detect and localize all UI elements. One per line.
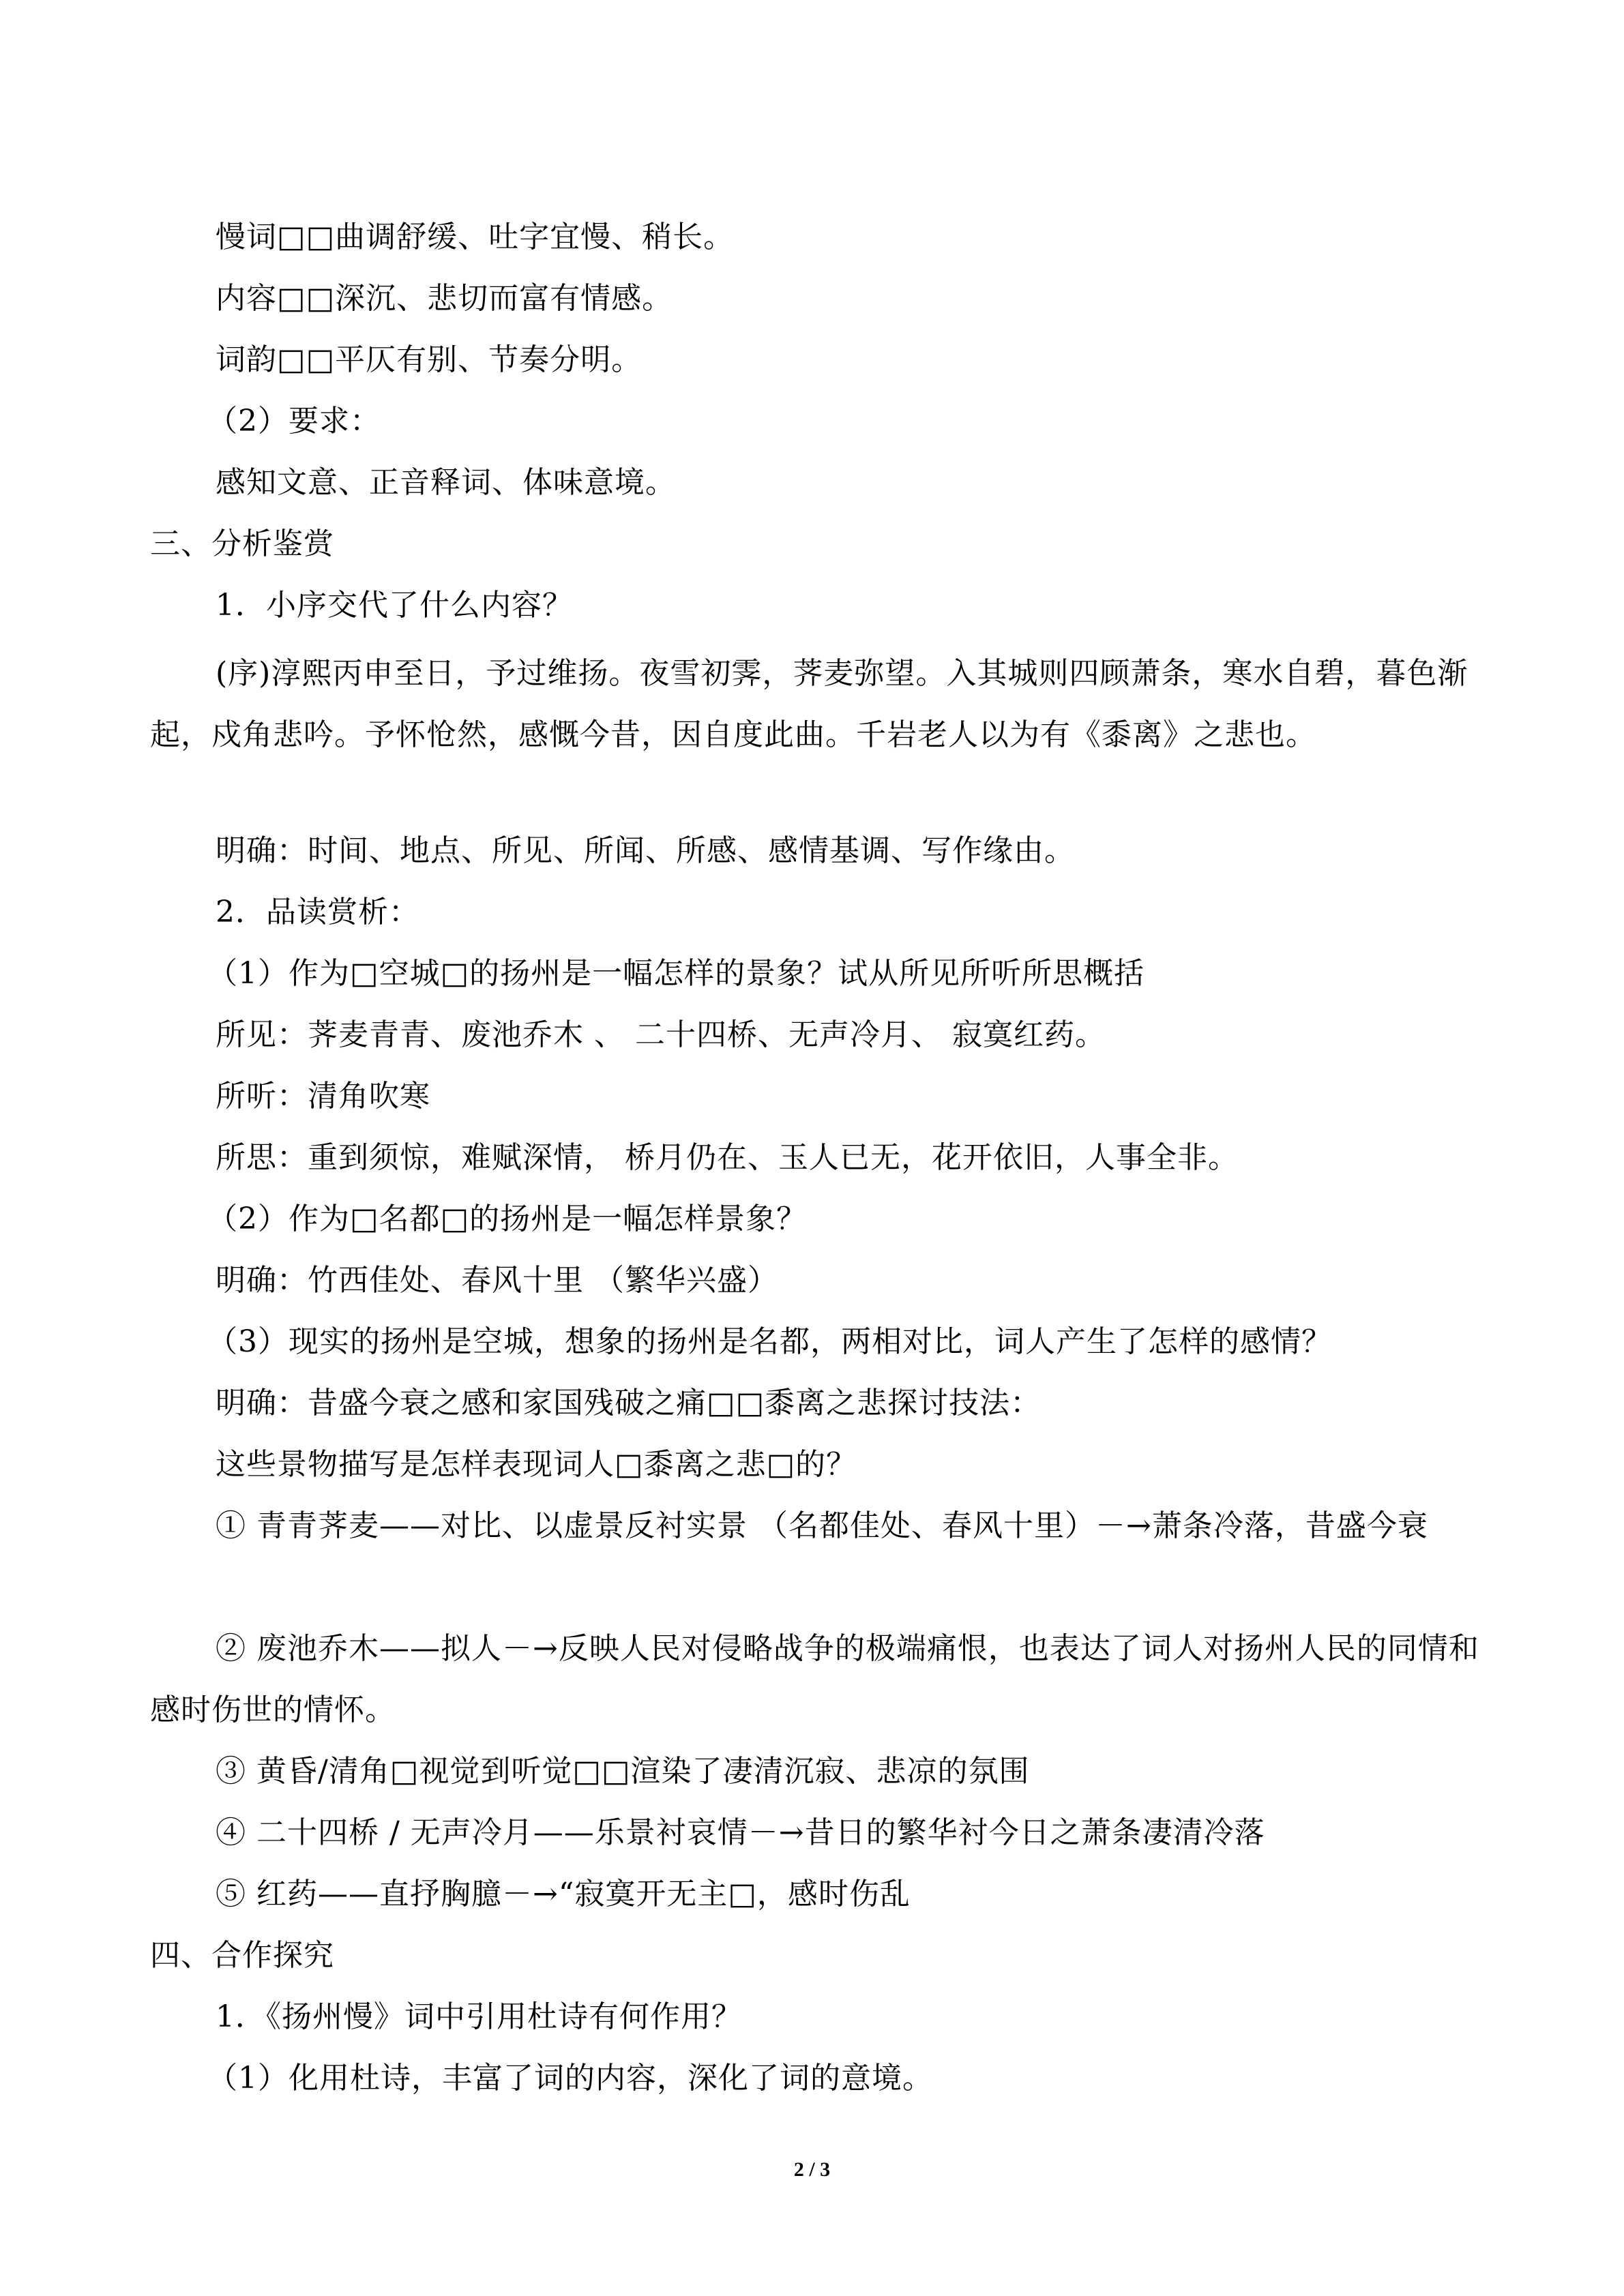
list-item: ⑤ 红药——直抒胸臆－→“寂寞开无主□，感时伤乱 bbox=[216, 1877, 911, 1911]
text-line: 明确：竹西佳处、春风十里 （繁华兴盛） bbox=[216, 1263, 778, 1298]
text-line: 所见：荠麦青青、废池乔木 、 二十四桥、无声冷月、 寂寞红药。 bbox=[216, 1017, 1106, 1052]
question: 1．小序交代了什么内容？ bbox=[216, 588, 573, 623]
list-item: ③ 黄昏/清角□视觉到听觉□□渲染了凄清沉寂、悲凉的氛围 bbox=[216, 1754, 1030, 1789]
question: 1．《扬州慢》词中引用杜诗有何作用？ bbox=[216, 1999, 742, 2034]
list-item: ② 废池乔木——拟人－→反映人民对侵略战争的极端痛恨，也表达了词人对扬州人民的同情和感时伤世的情怀。 bbox=[150, 1631, 1479, 1727]
text-line: 明确：时间、地点、所见、所闻、所感、感情基调、写作缘由。 bbox=[216, 833, 1075, 868]
text-line: 词韵□□平仄有别、节奏分明。 bbox=[216, 342, 643, 377]
text-line: 明确：昔盛今衰之感和家国残破之痛□□黍离之悲探讨技法： bbox=[216, 1386, 1042, 1420]
list-item: ④ 二十四桥 / 无声冷月——乐景衬哀情－→昔日的繁华衬今日之萧条凄清冷落 bbox=[216, 1815, 1265, 1850]
page-number: 2 / 3 bbox=[793, 2158, 831, 2181]
question: 2．品读赏析： bbox=[216, 895, 419, 929]
preface-paragraph: (序)淳熙丙申至日，予过维扬。夜雪初霁，荠麦弥望。入其城则四顾萧条，寒水自碧，暮色渐起，戍角悲吟。予怀怆然，感慨今昔，因自度此曲。千岩老人以为有《黍离》之悲也。 bbox=[150, 656, 1468, 752]
subheading: （2）要求： bbox=[207, 404, 381, 438]
subheading: （1）化用杜诗，丰富了词的内容，深化了词的意境。 bbox=[207, 2061, 933, 2096]
text-line: 感知文意、正音释词、体味意境。 bbox=[216, 465, 676, 500]
list-item: ① 青青荠麦——对比、以虚景反衬实景 （名都佳处、春风十里）－→萧条冷落，昔盛今衰 bbox=[216, 1508, 1428, 1543]
text-line: 慢词□□曲调舒缓、吐字宜慢、稍长。 bbox=[216, 220, 735, 254]
subheading: （2）作为□名都□的扬州是一幅怎样景象？ bbox=[207, 1202, 808, 1236]
text-line: 所思：重到须惊，难赋深情， 桥月仍在、玉人已无，花开依旧，人事全非。 bbox=[216, 1140, 1239, 1175]
section-heading: 四、合作探究 bbox=[150, 1938, 334, 1973]
subheading: （1）作为□空城□的扬州是一幅怎样的景象？试从所见所听所思概括 bbox=[207, 956, 1145, 991]
section-heading: 三、分析鉴赏 bbox=[150, 526, 334, 561]
subheading: （3）现实的扬州是空城，想象的扬州是名都，两相对比，词人产生了怎样的感情？ bbox=[207, 1324, 1332, 1359]
text-line: 这些景物描写是怎样表现词人□黍离之悲□的？ bbox=[216, 1447, 857, 1482]
text-line: 内容□□深沉、悲切而富有情感。 bbox=[216, 281, 673, 316]
text-line: 所听：清角吹寒 bbox=[216, 1079, 430, 1114]
